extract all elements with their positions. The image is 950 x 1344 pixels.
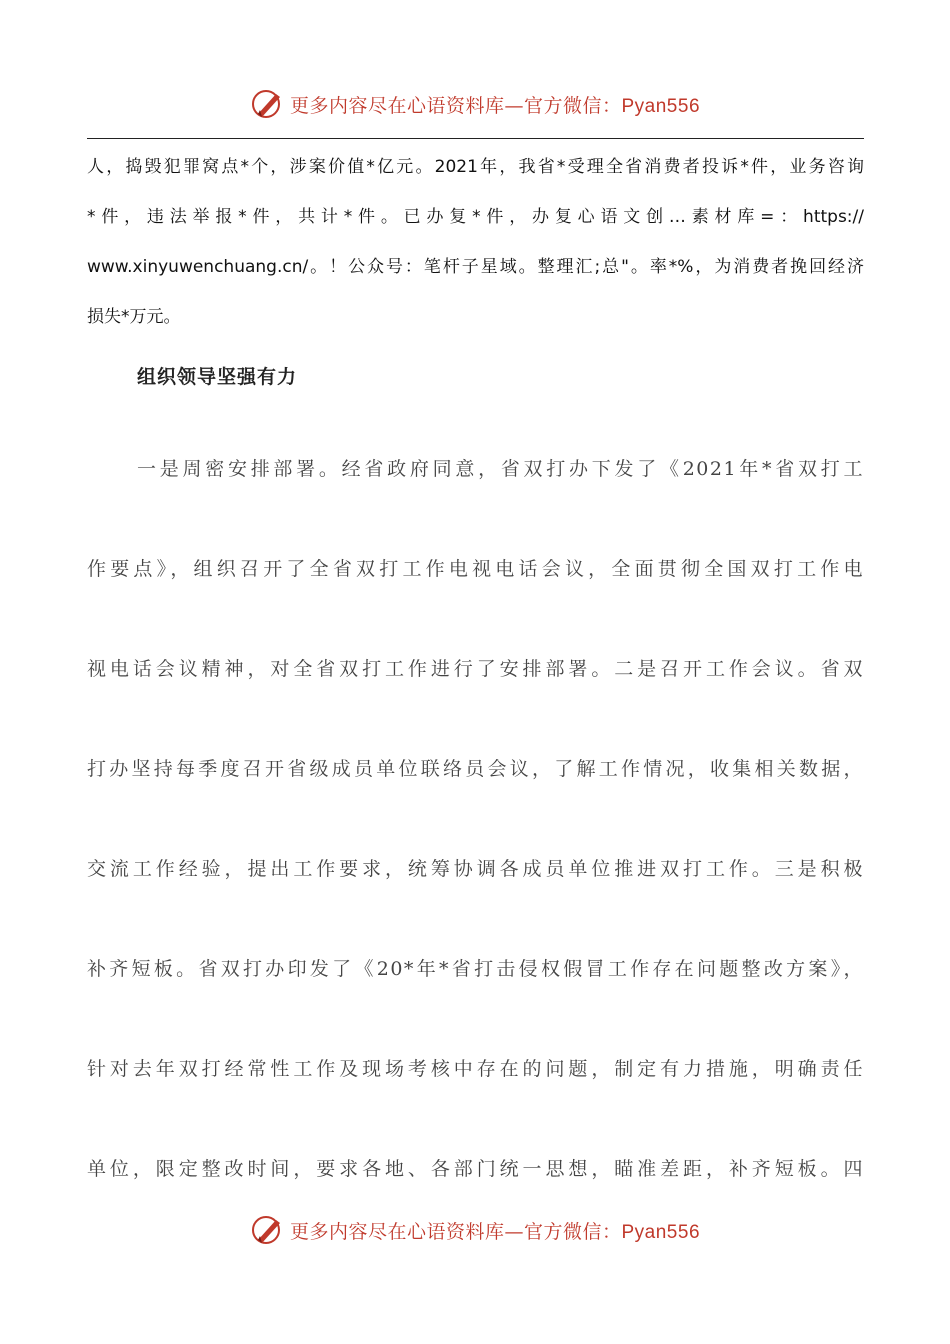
body-line: 补齐短板。省双打办印发了《20*年*省打击侵权假冒工作存在问题整改方案》， [87, 958, 864, 980]
wechat-id: Pyan556 [621, 1221, 701, 1243]
footer-banner [0, 1210, 950, 1250]
body-line: 视电话会议精神，对全省双打工作进行了安排部署。二是召开工作会议。省双 [87, 658, 864, 680]
body-line: 针对去年双打经常性工作及现场考核中存在的问题，制定有力措施，明确责任 [87, 1058, 864, 1080]
section-heading: 组织领导坚强有力 [137, 366, 298, 388]
body-line: 单位，限定整改时间，要求各地、各部门统一思想，瞄准差距，补齐短板。四 [87, 1158, 864, 1180]
body-paragraph [87, 440, 864, 1240]
wechat-id: Pyan556 [621, 95, 701, 117]
intro-line: www.xinyuwenchuang.cn/。！公众号：笔杆子星域。整理汇;总"。率*%，为消费者挽回经济 [87, 257, 864, 277]
header-rule [87, 138, 864, 139]
pen-logo-icon [250, 1212, 286, 1248]
banner-text: 更多内容尽在心语资料库—官方微信：Pyan556 [289, 1220, 701, 1243]
intro-line: 损失*万元。 [87, 307, 181, 327]
intro-paragraph [87, 142, 864, 342]
intro-line: *件，违法举报*件，共计*件。已办复*件，办复心语文创…素材库=：https:// [87, 207, 864, 227]
body-line: 作要点》，组织召开了全省双打工作电视电话会议，全面贯彻全国双打工作电 [87, 558, 864, 580]
body-line: 交流工作经验，提出工作要求，统筹协调各成员单位推进双打工作。三是积极 [87, 858, 864, 880]
body-line: 一是周密安排部署。经省政府同意，省双打办下发了《2021年*省双打工 [137, 458, 864, 480]
pen-logo-icon [250, 86, 286, 122]
banner-text: 更多内容尽在心语资料库—官方微信：Pyan556 [289, 94, 701, 117]
body-line: 打办坚持每季度召开省级成员单位联络员会议，了解工作情况，收集相关数据， [87, 758, 864, 780]
header-banner [0, 84, 950, 124]
intro-line: 人，捣毁犯罪窝点*个，涉案价值*亿元。2021年，我省*受理全省消费者投诉*件，业务咨询 [87, 157, 864, 177]
